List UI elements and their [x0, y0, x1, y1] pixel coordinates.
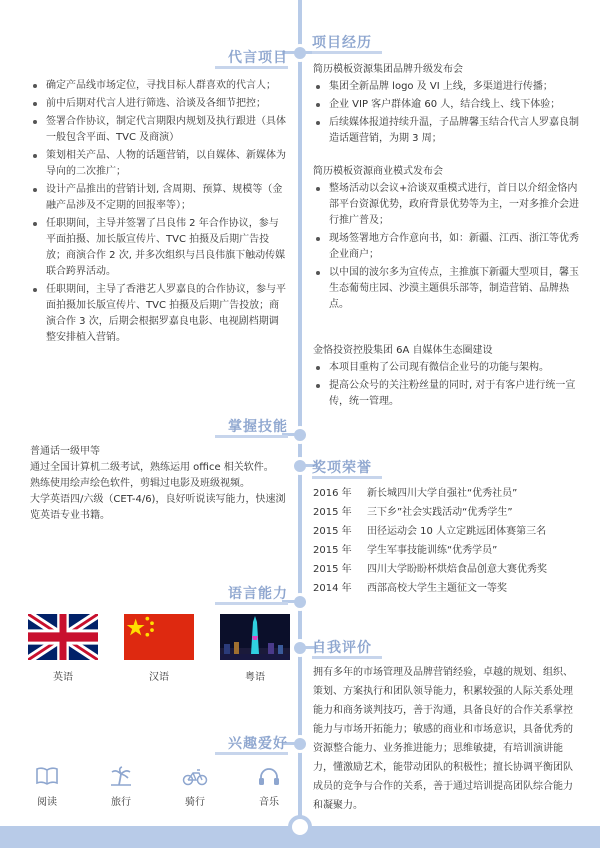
canton-tower-icon — [220, 614, 290, 660]
award-year: 2015 年 — [313, 564, 352, 575]
awards-list — [313, 484, 583, 598]
award-text: 三下乡”社会实践活动“优秀学生” — [367, 507, 513, 518]
list-item: 以中国的波尔多为宣传点，主推旗下新疆大型项目，馨玉生态葡萄庄园、沙漠主题俱乐部等，制造营销、品牌热点。 — [313, 265, 581, 313]
list-item: 设计产品推出的营销计划, 含周期、预算、规模等（金融产品涉及不定期的回报率等）； — [30, 182, 288, 214]
award-text: 田径运动会 10 人立定跳远团体赛第三名 — [367, 526, 547, 537]
headphones-icon — [257, 766, 281, 786]
award-year: 2016 年 — [313, 488, 352, 499]
skill-line: 大学英语四/六级（CET-4/6)，良好听说读写能力，快速浏览英语专业书籍。 — [30, 494, 286, 521]
list-item: 集团全新品牌 logo 及 VI 上线，多渠道进行传播； — [313, 79, 581, 95]
hobby-reading — [22, 766, 72, 809]
footer-circle — [288, 815, 312, 839]
award-year: 2014 年 — [313, 583, 352, 594]
self-eval-underline — [312, 656, 382, 659]
list-item: 策划相关产品、人物的话题营销，以自媒体、新媒体为导向的二次推广； — [30, 148, 288, 180]
award-year: 2015 年 — [313, 507, 352, 518]
endorsement-title: 代言项目 — [228, 50, 288, 66]
language-label: 粤语 — [245, 672, 265, 683]
projects-underline — [312, 51, 382, 54]
self-eval-title: 自我评价 — [312, 640, 372, 656]
award-year: 2015 年 — [313, 545, 352, 556]
project-group-title: 简历模板资源商业模式发布会 — [313, 166, 443, 177]
language-label: 英语 — [53, 672, 73, 683]
endorsement-underline — [215, 66, 288, 69]
hobby-cycling — [170, 766, 220, 809]
award-text: 学生军事技能训练“优秀学员” — [367, 545, 498, 556]
award-row — [313, 522, 583, 541]
skill-line: 熟练使用绘声绘色软件，剪辑过电影及班级视频。 — [30, 478, 250, 489]
awards-underline — [312, 476, 382, 479]
awards-title: 奖项荣誉 — [312, 460, 372, 476]
list-item: 任职期间，主导并签署了吕良伟 2 年合作协议，参与平面拍摄、加长版宣传片、TVC 拍摄及后期广告投放；商演合作 2 次, 并多次组织与吕良伟旗下触动传媒联合跨界活动。 — [30, 216, 288, 280]
project-group-title: 简历模板资源集团品牌升级发布会 — [313, 64, 463, 75]
list-item: 整场活动以会议+洽谈双重模式进行，首日以介绍金恪内部平台资源优势，政府背景优势等为主，一对多推介会进行推广普及； — [313, 181, 581, 229]
project-group — [313, 164, 581, 315]
language-label: 汉语 — [149, 672, 169, 683]
hobby-label: 阅读 — [37, 797, 57, 808]
hobby-music — [244, 766, 294, 809]
skill-line: 普通话一级甲等 — [30, 446, 100, 457]
hobby-label: 骑行 — [185, 797, 205, 808]
projects-title: 项目经历 — [312, 35, 372, 51]
hobby-travel — [96, 766, 146, 809]
skill-line: 通过全国计算机二级考试，熟练运用 office 相关软件。 — [30, 462, 274, 473]
list-item: 任职期间，主导了香港艺人罗嘉良的合作协议，参与平面拍摄加长版宣传片、TVC 拍摄及后期广告投放；商演合作 3 次，后期会根据罗嘉良电影、电视剧档期调整安排植入营销。 — [30, 282, 288, 346]
china-flag-icon — [124, 614, 194, 660]
endorsement-list — [30, 78, 288, 348]
project-group-list — [313, 360, 581, 410]
award-row — [313, 484, 583, 503]
uk-flag-icon — [28, 614, 98, 660]
skills-title: 掌握技能 — [228, 419, 288, 435]
languages-title: 语言能力 — [228, 586, 288, 602]
hobby-label: 音乐 — [259, 797, 279, 808]
list-item: 确定产品线市场定位，寻找目标人群喜欢的代言人； — [30, 78, 288, 94]
project-group-title: 金恪投资控股集团 6A 自媒体生态圈建设 — [313, 345, 493, 356]
list-item: 后续媒体报道持续升温，子品牌馨玉结合代言人罗嘉良制造话题营销，为期 3 周； — [313, 115, 581, 147]
award-row — [313, 560, 583, 579]
list-item: 企业 VIP 客户群体逾 60 人，结合线上、线下体验； — [313, 97, 581, 113]
skills-underline — [215, 435, 288, 438]
award-row — [313, 541, 583, 560]
self-eval-text: 拥有多年的市场管理及品牌营销经验，卓越的规划、组织、策划、方案执行和团队领导能力，积累较强的人际关系处理能力和商务谈判技巧，善于沟通，具备良好的合作关系掌控能力与市场开拓能力；敏感的商业和市场意识，具备优秀的资源整合能力、业务推进能力；思维敏捷，有培训演讲能力，懂激励艺术，能带动团队的积极性；擅长协调平衡团队成员的竞争与合作的关系，善于通过培训提高团队综合能力和凝聚力。 — [313, 667, 573, 811]
project-group-list — [313, 181, 581, 313]
award-text: 新长城四川大学自强社“优秀社员” — [367, 488, 518, 499]
list-item: 现场签署地方合作意向书，如：新疆、江西、浙江等优秀企业商户； — [313, 231, 581, 263]
award-text: 西部高校大学生主题征文一等奖 — [367, 583, 507, 594]
palm-tree-icon — [109, 766, 133, 786]
hobbies-title: 兴趣爱好 — [228, 736, 288, 752]
project-group — [313, 62, 581, 149]
skills-text — [30, 444, 290, 524]
timeline-line — [298, 0, 302, 830]
list-item: 签署合作协议，制定代言期限内规划及执行跟进（具体一般包含平面、TVC 及商演） — [30, 114, 288, 146]
award-row — [313, 579, 583, 598]
project-group — [313, 343, 581, 412]
award-text: 四川大学盼盼杯烘焙食品创意大赛优秀奖 — [367, 564, 547, 575]
list-item: 前中后期对代言人进行筛选、洽谈及各细节把控； — [30, 96, 288, 112]
award-year: 2015 年 — [313, 526, 352, 537]
hobby-label: 旅行 — [111, 797, 131, 808]
award-row — [313, 503, 583, 522]
list-item: 提高公众号的关注粉丝量的同时, 对于有客户进行统一宣传，统一管理。 — [313, 378, 581, 410]
hobbies-underline — [215, 752, 288, 755]
list-item: 本项目重构了公司现有微信企业号的功能与架构。 — [313, 360, 581, 376]
project-group-list — [313, 79, 581, 147]
book-icon — [35, 766, 59, 786]
bicycle-icon — [182, 766, 208, 786]
languages-underline — [215, 602, 288, 605]
